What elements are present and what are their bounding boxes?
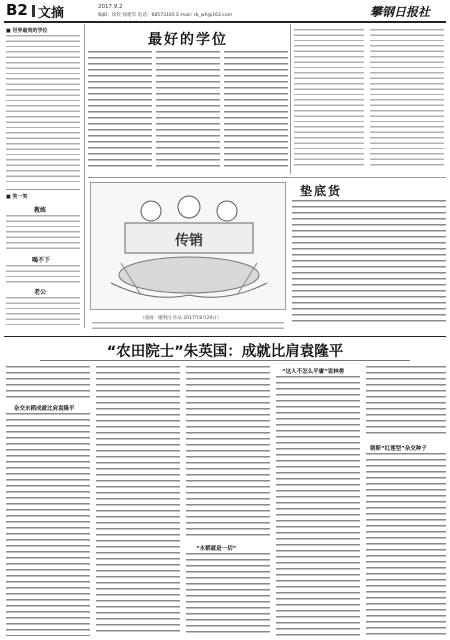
main-article xyxy=(88,25,288,175)
story-col1-a xyxy=(6,366,90,400)
header-rule xyxy=(4,21,446,23)
story-subhead-3: “这人不怎么平庸”说林将 xyxy=(282,369,345,375)
story-title: “农田院士”朱英国：成就比肩袁隆平 xyxy=(106,344,344,360)
joke2-title: 喝不下 xyxy=(32,257,51,264)
story-subhead-1: 杂交水稻成就比肩袁隆平 xyxy=(14,406,75,412)
feature-text-right xyxy=(292,200,446,324)
joke2-text xyxy=(6,265,80,285)
column1-item2-head: ■ 笑一笑 xyxy=(6,194,28,200)
cartoon-illustration xyxy=(90,182,286,310)
column1-text-block-1 xyxy=(6,35,80,185)
story-title-rule xyxy=(40,360,410,361)
divider xyxy=(6,189,80,190)
main-text-col2 xyxy=(156,51,220,171)
story-subhead-4: 朝斯“红莲型”杂交种子 xyxy=(370,446,427,452)
poem-col2 xyxy=(370,29,444,169)
joke-title: 教练 xyxy=(34,207,47,214)
story-col5-b xyxy=(366,453,446,636)
svg-text:传销: 传销 xyxy=(175,233,203,249)
editors-line: 编辑：徐钦 徐建军 电话：68573165 E-mail: rb_wh@163.com xyxy=(98,13,233,18)
page-number: B2 xyxy=(6,1,28,19)
column-divider xyxy=(290,24,291,174)
main-text-col3 xyxy=(224,51,288,171)
story-subhead-2: “水稻就是一切” xyxy=(196,546,237,552)
story-col5-a xyxy=(366,366,446,438)
joke3-title: 老公 xyxy=(34,289,47,296)
story-top-rule xyxy=(4,336,446,337)
main-title: 最好的学位 xyxy=(148,32,228,48)
section-title: 文摘 xyxy=(38,6,65,21)
joke3-text xyxy=(6,297,80,325)
column1-item1-head: ■ 世界最贵的学位 xyxy=(6,28,48,34)
cartoon-drawing xyxy=(91,183,286,310)
column-divider xyxy=(84,24,85,328)
joke-text xyxy=(6,215,80,251)
section-icon xyxy=(32,5,35,17)
story-col3-b xyxy=(186,553,270,636)
story-col3-a xyxy=(186,366,270,538)
issue-date: 2017.9.2 xyxy=(98,4,123,10)
page-header xyxy=(0,0,450,22)
divider xyxy=(88,177,446,178)
poem-col1 xyxy=(294,29,364,169)
masthead-logo: 攀钢日报社 xyxy=(370,5,431,19)
feature-title: 垫底货 xyxy=(300,184,343,198)
cartoon-caption: （漫画：谢明汉 作品 2017年8月29日） xyxy=(140,316,222,321)
story-col2 xyxy=(96,366,180,636)
main-text-col1 xyxy=(88,51,152,171)
story-col1-b xyxy=(6,413,90,636)
poem-block xyxy=(294,25,446,175)
cartoon-desc xyxy=(92,322,284,330)
left-column xyxy=(4,25,82,327)
story-col4 xyxy=(276,376,360,636)
